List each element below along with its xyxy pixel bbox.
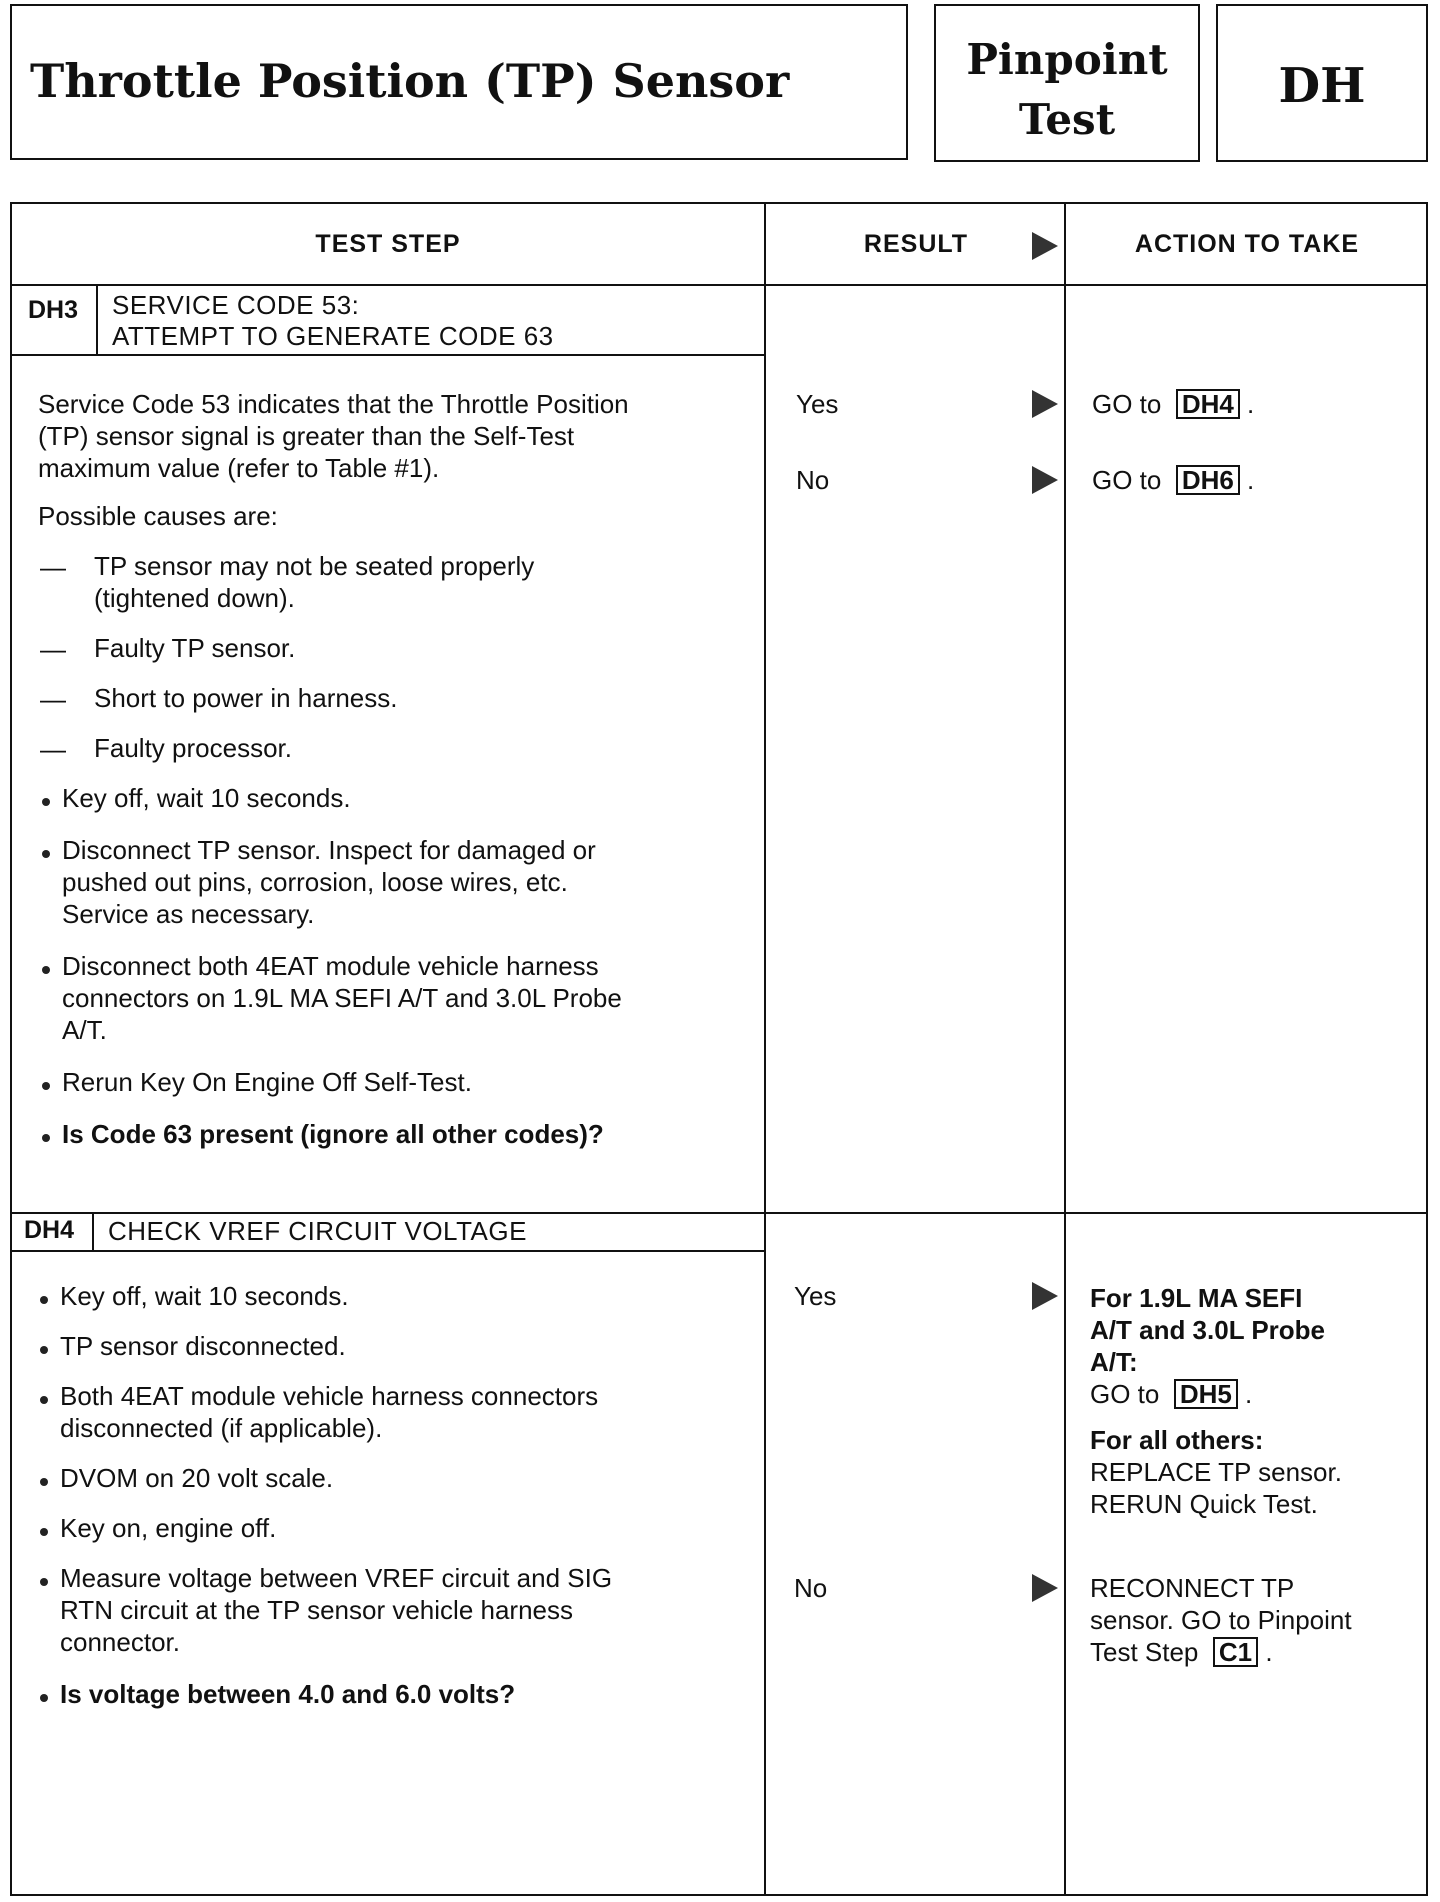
bullet-icon (40, 1528, 48, 1536)
dh3-bullet: Disconnect both 4EAT module vehicle harness connectors on 1.9L MA SEFI A/T and 3.0L Probe A/T. (62, 951, 622, 1045)
step-ref-dh6: DH6 (1176, 465, 1240, 495)
bullet-icon (40, 1578, 48, 1586)
dh4-bullet: Both 4EAT module vehicle harness connectors disconnected (if applicable). (60, 1381, 599, 1443)
dh3-bullet: Rerun Key On Engine Off Self-Test. (62, 1067, 472, 1097)
dh4-bullet: DVOM on 20 volt scale. (60, 1463, 334, 1493)
step-title-dh3: SERVICE CODE 53: ATTEMPT TO GENERATE CODE 63 (112, 290, 554, 351)
step-title-dh4: CHECK VREF CIRCUIT VOLTAGE (108, 1216, 527, 1246)
step-ref-dh4: DH4 (1176, 389, 1240, 419)
pinpoint-label: Pinpoint Test (966, 35, 1168, 144)
bullet-icon (42, 1082, 50, 1090)
cause-item: Short to power in harness. (94, 683, 398, 713)
dh4-bullet: Key on, engine off. (60, 1513, 277, 1543)
cause-dash: — (40, 734, 66, 764)
bullet-icon (40, 1296, 48, 1304)
result-arrow-icon (1032, 390, 1058, 418)
page-title: Throttle Position (TP) Sensor (30, 54, 790, 108)
cause-dash: — (40, 634, 66, 664)
dh4-bullet: Measure voltage between VREF circuit and SIG RTN circuit at the TP sensor vehicle harness connector. (60, 1563, 613, 1657)
step-id-divider (96, 284, 98, 354)
dh4-result-yes: Yes (794, 1281, 837, 1311)
bullet-icon (40, 1478, 48, 1486)
result-arrow-icon (1032, 1282, 1058, 1310)
dh4-question: Is voltage between 4.0 and 6.0 volts? (60, 1679, 516, 1709)
step-ref-dh5: DH5 (1174, 1379, 1238, 1409)
bullet-icon (42, 1134, 50, 1142)
step-id-dh4: DH4 (24, 1216, 75, 1244)
bullet-icon (42, 966, 50, 974)
dh4-action-yes: For 1.9L MA SEFI A/T and 3.0L Probe A/T: GO to DH5 . For all others: REPLACE TP sensor. RERUN Quick Test. (1090, 1283, 1342, 1519)
cause-dash: — (40, 552, 66, 582)
header-divider (12, 284, 1426, 286)
title-box (10, 4, 908, 160)
step-title-divider (12, 354, 764, 356)
possible-causes-heading: Possible causes are: (38, 501, 278, 531)
dh3-action-yes: GO to DH4 . (1092, 389, 1255, 419)
dh3-result-no: No (796, 465, 830, 495)
dh4-bullet: Key off, wait 10 seconds. (60, 1281, 349, 1311)
test-code-box (1216, 4, 1428, 162)
test-code: DH (1278, 58, 1366, 114)
column-header-test-step: TEST STEP (315, 230, 461, 258)
step-id-dh3: DH3 (28, 296, 79, 324)
dh4-bullet: TP sensor disconnected. (60, 1331, 346, 1361)
bullet-icon (40, 1346, 48, 1354)
column-header-action: ACTION TO TAKE (1134, 230, 1360, 258)
bullet-icon (42, 798, 50, 806)
result-arrow-icon (1032, 466, 1058, 494)
step-ref-c1: C1 (1213, 1637, 1258, 1667)
dh3-bullet: Key off, wait 10 seconds. (62, 783, 351, 813)
step-id-divider (92, 1212, 94, 1250)
pinpoint-test-table (10, 202, 1428, 1896)
cause-item: Faulty TP sensor. (94, 633, 296, 663)
dh4-action-no: RECONNECT TP sensor. GO to Pinpoint Test Step C1 . (1090, 1573, 1352, 1667)
dh3-result-yes: Yes (796, 389, 839, 419)
column-divider (764, 204, 766, 1894)
cause-item: Faulty processor. (94, 733, 292, 763)
cause-dash: — (40, 684, 66, 714)
step-divider (12, 1212, 1426, 1214)
dh3-question: Is Code 63 present (ignore all other codes)? (62, 1119, 604, 1149)
column-divider (1064, 204, 1066, 1894)
bullet-icon (40, 1694, 48, 1702)
dh4-result-no: No (794, 1573, 828, 1603)
cause-item: TP sensor may not be seated properly (tightened down). (94, 551, 535, 613)
dh3-intro: Service Code 53 indicates that the Throttle Position (TP) sensor signal is greater than the Self-Test maximum value (refer to Table #1). (38, 389, 629, 483)
result-arrow-icon (1032, 232, 1058, 260)
step-title-divider (12, 1250, 764, 1252)
dh3-action-no: GO to DH6 . (1092, 465, 1255, 495)
pinpoint-test-box (934, 4, 1200, 162)
column-header-result: RESULT (863, 230, 969, 258)
bullet-icon (42, 850, 50, 858)
result-arrow-icon (1032, 1574, 1058, 1602)
bullet-icon (40, 1396, 48, 1404)
dh3-bullet: Disconnect TP sensor. Inspect for damaged or pushed out pins, corrosion, loose wires, etc. Service as necessary. (62, 835, 596, 929)
